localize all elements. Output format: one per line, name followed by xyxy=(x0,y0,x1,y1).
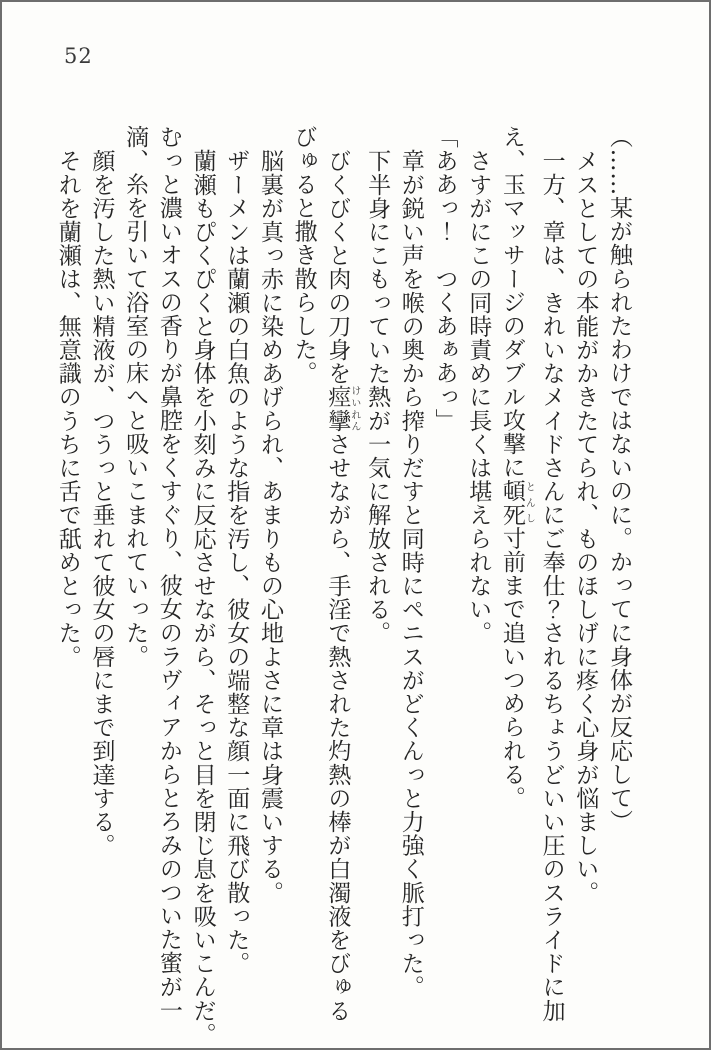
text-line: 「ああっ！ つくあぁあっ」 xyxy=(431,125,458,432)
ruby-annotated-word: 痙攣けいれん xyxy=(324,385,360,433)
text-line: びくびくと肉の刀身を痙攣けいれんさせながら、手淫で熱された灼熱の棒が白濁液をびゅる xyxy=(324,149,360,1023)
text-line: え、玉マッサージのダブル攻撃に頓死とんし寸前まで追いつめられる。 xyxy=(498,125,535,810)
text-line: 滴、糸を引いて浴室の床へと吸いこまれていった。 xyxy=(122,125,149,668)
page-number: 52 xyxy=(64,44,93,68)
text-line: 蘭瀬もぴくぴくと身体を小刻みに反応させながら、そっと目を閉じ息を吸いこんだ。 xyxy=(189,149,216,1046)
text-line: 一方、章は、きれいなメイドさんにご奉仕？されるちょうどいい圧のスライドに加 xyxy=(538,149,565,1023)
text-line: 顔を汚した熱い精液が、つうっと垂れて彼女の唇にまで到達する。 xyxy=(88,149,115,857)
text-line: 下半身にこもっていた熱が一気に解放される。 xyxy=(364,149,391,645)
text-line: むっと濃いオスの香りが鼻腔をくすぐり、彼女のラヴィアからとろみのついた蜜が一 xyxy=(155,125,182,1022)
text-line: （……某が触られたわけではないのに。かってに身体が反応して） xyxy=(606,125,632,833)
text-line: 章が鋭い声を喉の奥から搾りだすと同時にペニスがどくんっと力強く脈打った。 xyxy=(397,149,424,999)
ruby-annotated-word: 頓死とんし xyxy=(498,479,535,527)
text-line: ザーメンは蘭瀬の白魚のような指を汚し、彼女の端整な顔一面に飛び散った。 xyxy=(223,149,250,975)
text-line: 脳裏が真っ赤に染めあげられ、あまりもの心地よさに章は身震いする。 xyxy=(256,149,283,905)
text-line: さすがにこの同時責めに長くは堪えられない。 xyxy=(465,149,492,645)
text-line: メスとしての本能がかきたてられ、ものほしげに疼く心身が悩ましい。 xyxy=(572,149,599,905)
text-line: びゅると撒き散らした。 xyxy=(290,125,317,385)
text-block xyxy=(50,125,635,1046)
text-line: それを蘭瀬は、無意識のうちに舌で舐めとった。 xyxy=(54,149,81,669)
